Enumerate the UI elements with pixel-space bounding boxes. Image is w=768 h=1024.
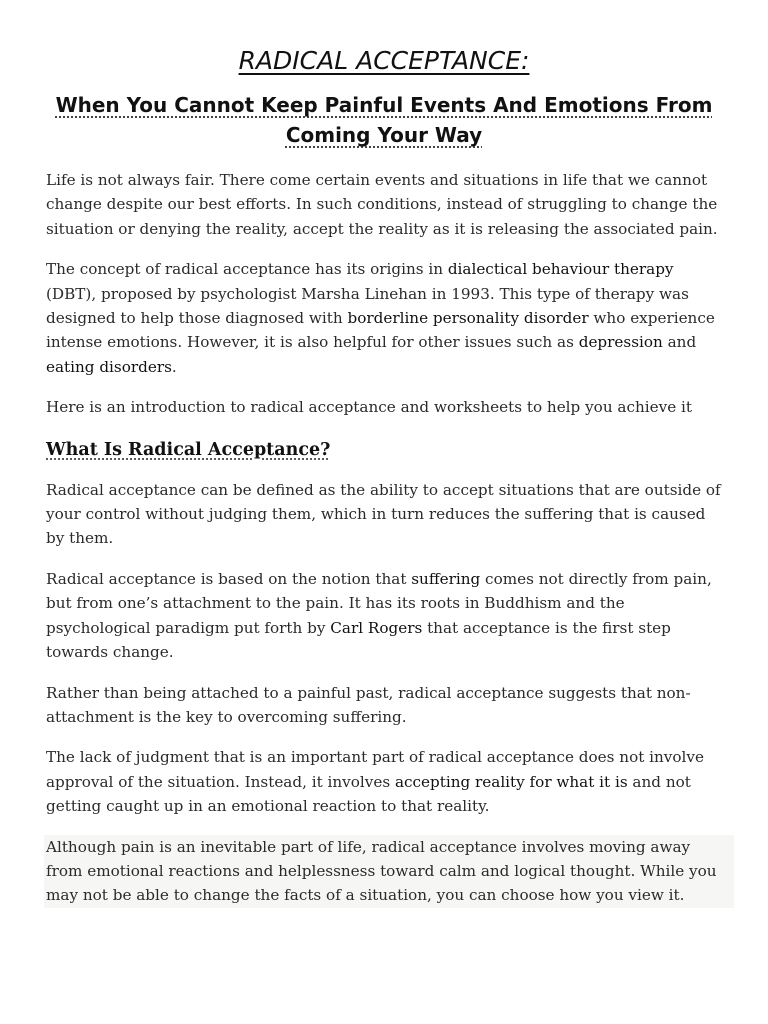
paragraph-definition: Radical acceptance can be defined as the ability to accept situations that are outside of your control without judging them, which in turn reduces the suffering that is caused by them.	[46, 480, 721, 548]
document-subtitle-text: When You Cannot Keep Painful Events And Emotions From Coming Your Way	[55, 93, 713, 147]
document-body	[46, 168, 728, 924]
paragraph-introduction-note: Here is an introduction to radical acceptance and worksheets to help you achieve it	[46, 398, 692, 417]
link-accepting-reality[interactable]: accepting reality for what it is	[394, 772, 628, 791]
section-heading	[46, 436, 728, 464]
document-subtitle	[40, 90, 728, 150]
paragraph-text: The concept of radical acceptance has its origins in	[46, 260, 448, 279]
paragraph-judgment	[46, 745, 728, 818]
paragraph-origins	[46, 257, 728, 379]
paragraph-text: The lack of judgment that is an important part of radical acceptance does not involve approval of the situation. Instead, it involves	[46, 748, 704, 791]
paragraph-text: (DBT), proposed by psychologist Marsha Linehan in 1993. This type of therapy was designed to help those diagnosed with	[46, 284, 689, 328]
link-suffering[interactable]: suffering	[411, 569, 481, 588]
link-eating-disorders[interactable]: eating disorders	[46, 357, 172, 376]
paragraph-text: who experience intense emotions. However, it is also helpful for other issues such as	[46, 309, 715, 352]
paragraph-conclusion: Although pain is an inevitable part of life, radical acceptance involves moving away from emotional reactions and helplessness toward calm and logical thought. While you may not be able to change the facts of a situation, you can choose how you view it.	[44, 835, 734, 908]
link-dialectical-behaviour-therapy[interactable]: dialectical behaviour therapy	[447, 260, 674, 279]
paragraph-text: that acceptance is the first step towards change.	[46, 618, 671, 662]
link-borderline-personality-disorder[interactable]: borderline personality disorder	[347, 309, 589, 328]
paragraph-intro: Life is not always fair. There come certain events and situations in life that we cannot change despite our best efforts. In such conditions, instead of struggling to change the situation or denying the reality, accept the reality as it is releasing the associated pain.	[46, 171, 718, 238]
link-depression[interactable]: depression	[578, 333, 663, 352]
paragraph-text: .	[171, 357, 177, 376]
paragraph-text: comes not directly from pain, but from one’s attachment to the pain. It has its roots in Buddhism and the psychological paradigm put forth by	[46, 569, 712, 637]
document-title: RADICAL ACCEPTANCE:	[238, 46, 530, 75]
section-heading-text: What Is Radical Acceptance?	[46, 439, 331, 460]
paragraph-basis	[46, 567, 728, 665]
paragraph-non-attachment: Rather than being attached to a painful past, radical acceptance suggests that non-attachment is the key to overcoming suffering.	[46, 683, 691, 726]
link-carl-rogers[interactable]: Carl Rogers	[330, 618, 423, 637]
paragraph-text: and	[662, 333, 697, 352]
paragraph-text: and not getting caught up in an emotional reaction to that reality.	[46, 772, 691, 816]
paragraph-text: Radical acceptance is based on the notion that	[46, 569, 412, 588]
